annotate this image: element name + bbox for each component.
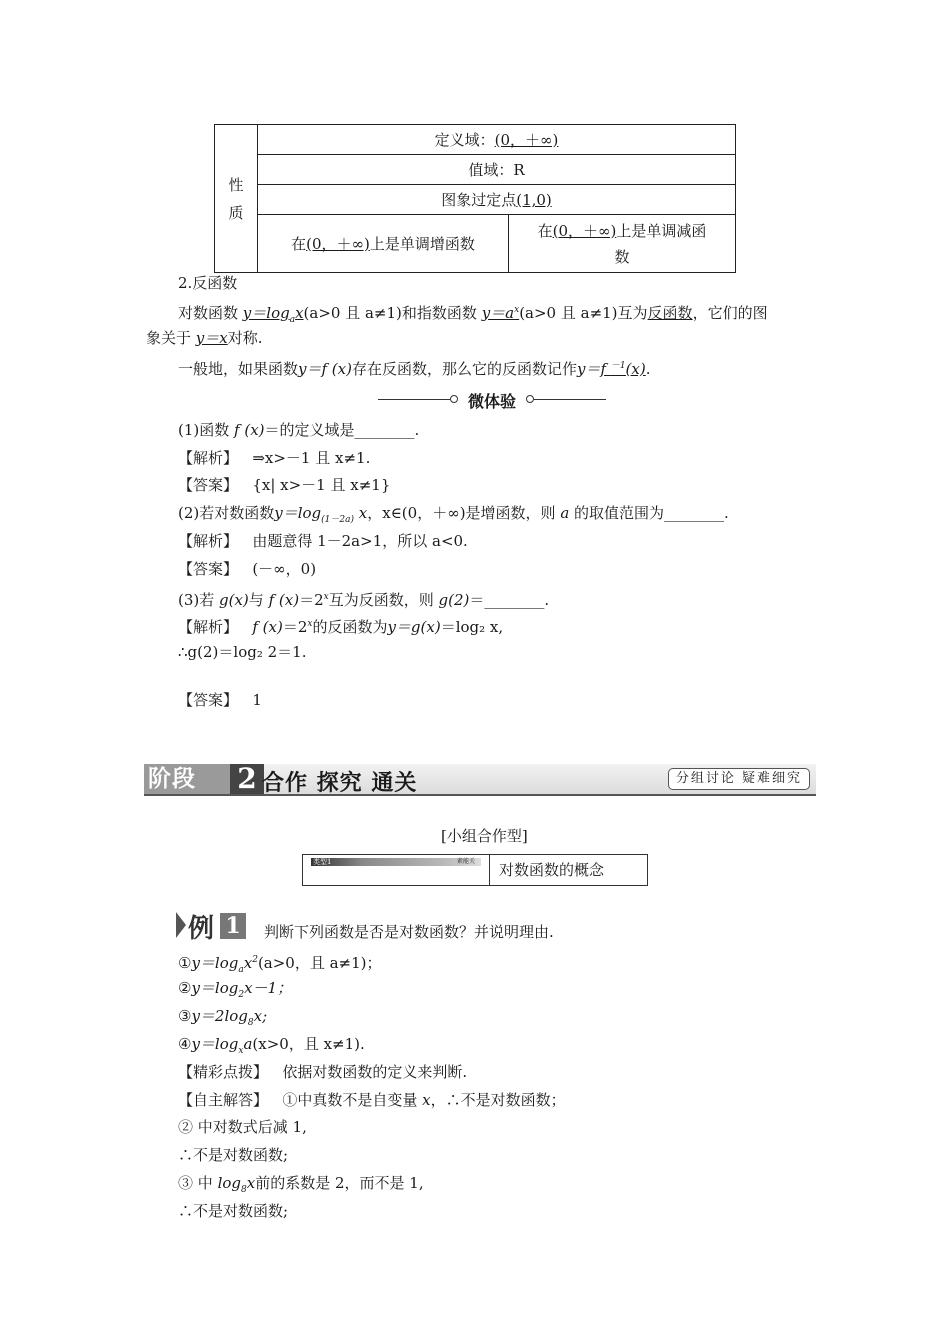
p1-inverse: 反函数 bbox=[647, 304, 693, 322]
domain-value: (0，＋∞) bbox=[494, 131, 559, 149]
example-prompt: 判断下列函数是否是对数函数？并说明理由. bbox=[264, 923, 554, 941]
q3-gx: g(x) bbox=[214, 591, 249, 609]
p2-b: 对称. bbox=[227, 329, 263, 347]
exercise-1 bbox=[178, 420, 419, 440]
p1-d: ，它们的图 bbox=[692, 304, 768, 322]
p3-b: 存在反函数，那么它的反函数记作 bbox=[351, 360, 577, 378]
exercise-3-analysis bbox=[178, 614, 503, 637]
exercise-1-analysis bbox=[178, 448, 370, 468]
domain-label: 定义域： bbox=[434, 131, 495, 149]
mini-experience-divider bbox=[378, 389, 606, 411]
exercise-2 bbox=[178, 503, 729, 530]
q3-a: (3)若 bbox=[178, 591, 215, 609]
s4-a: ③ 中 bbox=[178, 1174, 213, 1192]
q2-b: ，x∈(0，＋∞)是增函数，则 bbox=[367, 504, 556, 522]
solution-line-4 bbox=[178, 1173, 424, 1200]
fixed-point-value: (1,0) bbox=[516, 191, 552, 209]
properties-table bbox=[214, 124, 736, 273]
type-label-2: 素能关 bbox=[457, 858, 476, 865]
banner-stage-number: 2 bbox=[230, 764, 264, 794]
q3-answer-label: 【答案】 bbox=[178, 691, 239, 709]
divider-dot-left bbox=[450, 395, 458, 403]
item3-formula: $y=2\log_8x$; bbox=[191, 1007, 268, 1028]
q3-analysis-d: ＝log₂ x, bbox=[440, 618, 504, 636]
example-badge bbox=[176, 910, 246, 944]
q2-log-formula: $y=\log_{(1-2a)}$ x bbox=[274, 504, 368, 525]
dec-tail: 数 bbox=[614, 247, 630, 266]
q2-answer: (－∞，0) bbox=[252, 560, 317, 578]
solution-line-2: ② 中对数式后减 1, bbox=[178, 1118, 307, 1136]
example-item-4 bbox=[178, 1034, 365, 1061]
exercise-3-result: ∴g(2)＝log₂ 2＝1. bbox=[178, 643, 307, 661]
p1-a: 对数函数 bbox=[178, 304, 239, 322]
type-title: 对数函数的概念 bbox=[499, 861, 605, 879]
q3-analysis-c: 的反函数为 bbox=[312, 618, 388, 636]
solution-var: x bbox=[417, 1091, 431, 1109]
q3-d: 互为反函数，则 bbox=[328, 591, 434, 609]
fixed-point-cell bbox=[258, 185, 736, 215]
p2-a: 象关于 bbox=[146, 329, 192, 347]
solution-line-3: ∴不是对数函数; bbox=[178, 1146, 289, 1164]
stage-banner bbox=[144, 764, 816, 796]
q2-analysis: 由题意得 1－2a>1，所以 a<0. bbox=[252, 532, 468, 550]
q3-e: ＝________. bbox=[469, 591, 550, 609]
group-type-heading: [小组合作型] bbox=[441, 827, 528, 845]
item4-num: ④ bbox=[178, 1035, 192, 1053]
paragraph-2 bbox=[146, 328, 263, 348]
banner-title: 合作 探究 通关 bbox=[262, 770, 418, 796]
q1-fx: f (x) bbox=[229, 421, 265, 439]
type-label: 类型1 bbox=[313, 858, 332, 866]
banner-stage: 阶段 bbox=[144, 764, 254, 794]
s4-formula: $\log_8x$ bbox=[217, 1174, 256, 1195]
symmetry-line: y＝x bbox=[195, 329, 228, 347]
example-item-1 bbox=[178, 950, 382, 980]
type-box-left bbox=[303, 855, 490, 885]
p1-b: (a>0 且 a≠1)和指数函数 bbox=[303, 304, 477, 322]
divider-line-right bbox=[534, 399, 606, 400]
q3-analysis-label: 【解析】 bbox=[178, 618, 239, 636]
p1-c: (a>0 且 a≠1)互为 bbox=[519, 304, 648, 322]
q1-a: (1)函数 bbox=[178, 421, 230, 439]
solution-a: ①中真数不是自变量 bbox=[282, 1091, 418, 1109]
item1-cond: (a>0，且 a≠1)； bbox=[257, 954, 382, 972]
item4-cond: (x>0，且 x≠1). bbox=[252, 1035, 365, 1053]
side-char-2: 质 bbox=[228, 203, 244, 222]
solution-label: 【自主解答】 bbox=[178, 1091, 269, 1109]
q1-answer-label: 【答案】 bbox=[178, 476, 239, 494]
inc-post: 上是单调增函数 bbox=[369, 235, 475, 253]
solution-line-5: ∴不是对数函数; bbox=[178, 1202, 289, 1220]
q1-b: ＝的定义域是________. bbox=[264, 421, 420, 439]
dec-interval: (0，＋∞) bbox=[552, 221, 617, 240]
q3-analysis-y: y＝g(x) bbox=[387, 618, 441, 636]
paragraph-3: 一般地，如果函数y＝f (x)存在反函数，那么它的反函数记作y＝f $^{-1}$(x). bbox=[178, 360, 651, 378]
item1-formula: $y=\log_ax^2$ bbox=[191, 954, 258, 975]
dec-pre: 在 bbox=[537, 221, 553, 240]
fixed-point-label: 图象过定点 bbox=[441, 191, 517, 209]
hint-text: 依据对数函数的定义来判断. bbox=[282, 1063, 468, 1081]
example-item-2 bbox=[178, 978, 292, 1005]
exp-formula: $y=a^x$ bbox=[481, 304, 520, 322]
solution-b: ，∴不是对数函数； bbox=[430, 1091, 566, 1109]
exercise-3 bbox=[178, 587, 549, 610]
properties-side-label bbox=[215, 125, 258, 273]
banner-tag: 分组讨论 疑难细究 bbox=[668, 768, 810, 790]
q3-analysis-exp: x bbox=[307, 619, 313, 629]
q1-analysis: ⇒x>－1 且 x≠1. bbox=[252, 449, 371, 467]
q3-c: ＝2 bbox=[299, 591, 324, 609]
q1-answer: {x| x>－1 且 x≠1} bbox=[252, 476, 391, 494]
q2-analysis-label: 【解析】 bbox=[178, 532, 239, 550]
q3-analysis-fx: f (x) bbox=[252, 618, 283, 636]
q3-exp: x bbox=[323, 592, 329, 602]
domain-cell bbox=[258, 125, 736, 155]
exercise-1-answer bbox=[178, 475, 390, 495]
exercise-2-answer bbox=[178, 559, 316, 579]
exercise-3-answer bbox=[178, 690, 262, 710]
divider-dot-right bbox=[526, 395, 534, 403]
item4-formula: $y=\log_xa$ bbox=[191, 1035, 253, 1056]
inc-pre: 在 bbox=[291, 235, 307, 253]
q1-analysis-label: 【解析】 bbox=[178, 449, 239, 467]
divider-title: 微体验 bbox=[467, 392, 516, 411]
item3-num: ③ bbox=[178, 1007, 192, 1025]
side-char-1: 性 bbox=[228, 175, 244, 194]
type-strip bbox=[311, 858, 481, 866]
example-arrow-icon bbox=[176, 912, 186, 938]
divider-line-left bbox=[378, 399, 450, 400]
paragraph-1 bbox=[178, 300, 768, 330]
example-number: 1 bbox=[220, 913, 246, 939]
section-heading: 2.反函数 bbox=[178, 274, 238, 292]
item1-num: ① bbox=[178, 954, 192, 972]
type-box bbox=[302, 854, 648, 886]
q2-a: (2)若对数函数 bbox=[178, 504, 275, 522]
example-word: 例 bbox=[188, 914, 215, 944]
example-item-3 bbox=[178, 1006, 267, 1033]
q2-c: 的取值范围为________. bbox=[574, 504, 729, 522]
increasing-cell bbox=[258, 215, 509, 273]
decreasing-cell bbox=[509, 215, 736, 273]
q3-analysis-b: ＝2 bbox=[282, 618, 308, 636]
q3-fx: f (x) bbox=[263, 591, 300, 609]
q3-g2: g(2) bbox=[433, 591, 470, 609]
q3-b: 与 bbox=[248, 591, 264, 609]
dec-post: 上是单调减函 bbox=[616, 221, 707, 240]
item2-num: ② bbox=[178, 979, 192, 997]
example-solution bbox=[178, 1090, 566, 1110]
range-text: 值域：R bbox=[468, 161, 525, 179]
q2-var: a bbox=[555, 504, 575, 522]
q3-answer: 1 bbox=[252, 691, 262, 709]
inc-interval: (0，＋∞) bbox=[306, 235, 370, 253]
q2-answer-label: 【答案】 bbox=[178, 560, 239, 578]
example-hint bbox=[178, 1062, 467, 1082]
log-formula: $y=\log_ax$ bbox=[242, 304, 304, 325]
p3-a: 一般地，如果函数 bbox=[178, 360, 299, 378]
inverse-notation: y＝f $^{-1}$(x) bbox=[577, 360, 646, 378]
exercise-2-analysis bbox=[178, 531, 468, 551]
s4-b: 前的系数是 2，而不是 1, bbox=[255, 1174, 424, 1192]
hint-label: 【精彩点拨】 bbox=[178, 1063, 269, 1081]
range-cell bbox=[258, 155, 736, 185]
item2-formula: $y=\log_2x-1$； bbox=[191, 979, 293, 1000]
function-notation: y＝f (x) bbox=[298, 360, 352, 378]
